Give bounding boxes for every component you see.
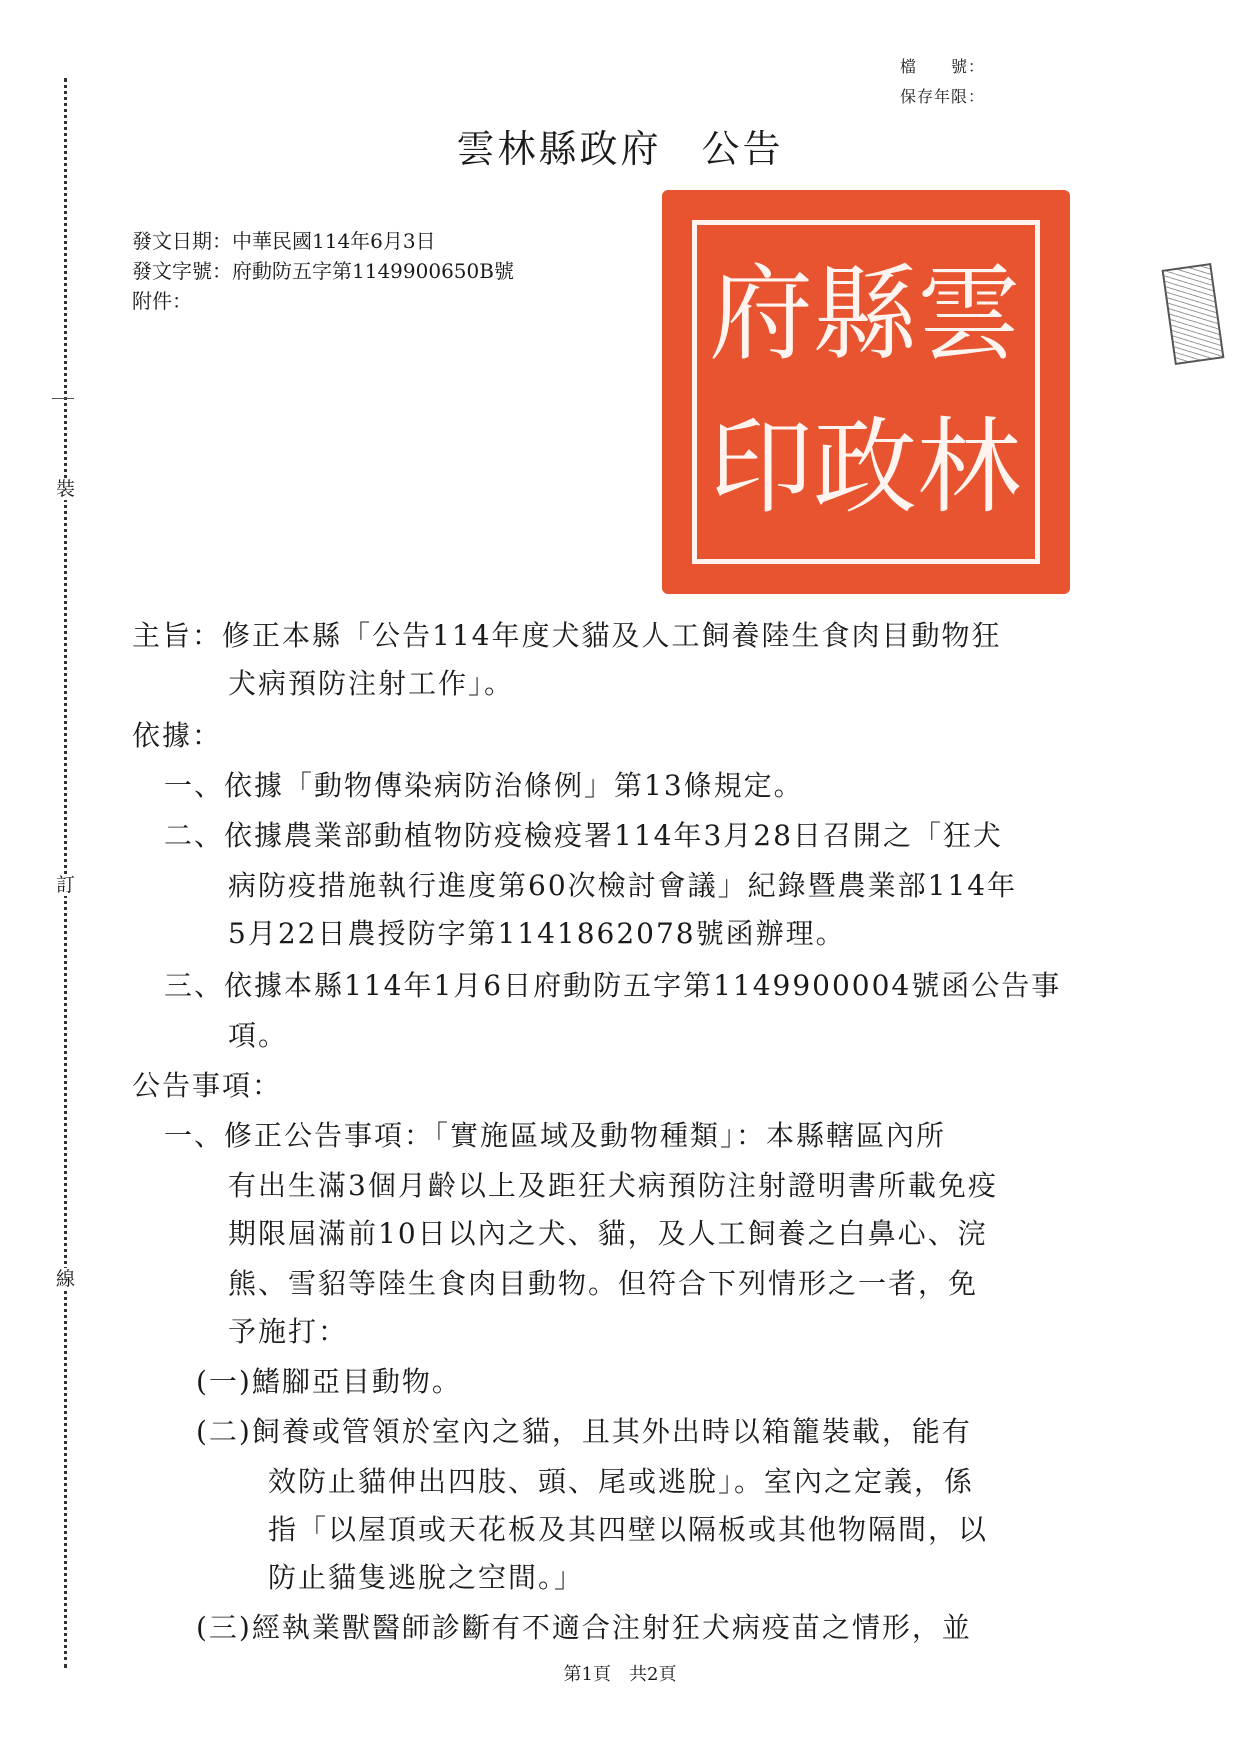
notice-subitem-3 bbox=[196, 1604, 972, 1652]
issue-meta bbox=[132, 226, 514, 316]
official-seal bbox=[662, 190, 1070, 594]
notice-subitem-1 bbox=[196, 1358, 462, 1406]
basis-item-2-line-2: 病防疫措施執行進度第60次檢討會議」紀錄暨農業部114年 bbox=[228, 869, 1018, 902]
subject-text: 修正本縣「公告114年度犬貓及人工飼養陸生食肉目動物狂 bbox=[222, 619, 1002, 652]
binding-char-ding: 訂 bbox=[56, 874, 76, 896]
attachment-label: 附件： bbox=[132, 289, 192, 313]
notice-item-1-line-4: 熊、雪貂等陸生食肉目動物。但符合下列情形之一者，免 bbox=[228, 1267, 979, 1300]
binding-tick bbox=[52, 398, 74, 399]
page-footer bbox=[0, 1660, 1240, 1686]
basis-item-number: 三、 bbox=[164, 969, 225, 1002]
title-organization: 雲林縣政府 bbox=[456, 127, 662, 171]
notice-subitem-2 bbox=[196, 1408, 972, 1456]
page-total: 共2頁 bbox=[629, 1664, 677, 1685]
subitem-number: (二) bbox=[196, 1415, 252, 1448]
file-meta bbox=[900, 52, 985, 112]
subitem-text: 經執業獸醫師診斷有不適合注射狂犬病疫苗之情形，並 bbox=[251, 1611, 972, 1644]
seal-characters bbox=[708, 239, 1021, 545]
subitem-text: 鰭腳亞目動物。 bbox=[251, 1365, 462, 1398]
seal-char: 政 bbox=[812, 406, 917, 528]
basis-label: 依據： bbox=[132, 719, 223, 752]
notice-subitem-2-line-4: 防止貓隻逃脫之空間。」 bbox=[268, 1561, 585, 1594]
page-number: 第1頁 bbox=[563, 1664, 611, 1685]
basis-item-2 bbox=[164, 812, 1003, 860]
title-type: 公告 bbox=[701, 127, 784, 171]
seal-char: 府 bbox=[708, 253, 813, 375]
document-title bbox=[0, 118, 1240, 173]
basis-item-text: 依據農業部動植物防疫檢疫署114年3月28日召開之「狂犬 bbox=[224, 819, 1003, 852]
basis-item-number: 二、 bbox=[164, 819, 225, 852]
basis-item-text: 依據「動物傳染病防治條例」第13條規定。 bbox=[224, 769, 804, 802]
received-stamp-icon bbox=[1162, 263, 1225, 365]
basis-item-number: 一、 bbox=[164, 769, 225, 802]
notice-item-1 bbox=[164, 1112, 946, 1160]
binding-char-xian: 線 bbox=[56, 1268, 76, 1290]
notice-label: 公告事項： bbox=[132, 1069, 283, 1102]
notice-subitem-2-line-3: 指「以屋頂或天花板及其四壁以隔板或其他物隔間，以 bbox=[268, 1513, 989, 1546]
subitem-number: (三) bbox=[196, 1611, 252, 1644]
binding-dotted-line bbox=[64, 78, 67, 1668]
notice-item-1-line-5: 予施打： bbox=[228, 1315, 349, 1348]
subitem-text: 飼養或管領於室內之貓，且其外出時以箱籠裝載，能有 bbox=[251, 1415, 972, 1448]
issue-date: 發文日期：中華民國114年6月3日 bbox=[132, 229, 436, 253]
subitem-number: (一) bbox=[196, 1365, 252, 1398]
seal-char: 縣 bbox=[812, 253, 917, 375]
notice-subitem-2-line-2: 效防止貓伸出四肢、頭、尾或逃脫」。室內之定義，係 bbox=[268, 1465, 975, 1498]
basis-item-2-line-3: 5月22日農授防字第1141862078號函辦理。 bbox=[228, 917, 846, 950]
basis-item-3 bbox=[164, 962, 1061, 1010]
seal-char: 雲 bbox=[916, 253, 1021, 375]
basis-item-3-line-2: 項。 bbox=[228, 1019, 289, 1052]
subject-line-2: 犬病預防注射工作」。 bbox=[228, 667, 515, 700]
subject-label: 主旨： bbox=[132, 619, 223, 652]
binding-char-zhuang: 裝 bbox=[56, 478, 76, 500]
notice-item-1-line-3: 期限屆滿前10日以內之犬、貓，及人工飼養之白鼻心、浣 bbox=[228, 1217, 988, 1250]
notice-item-text: 修正公告事項：「實施區域及動物種類」：本縣轄區內所 bbox=[224, 1119, 947, 1152]
seal-char: 林 bbox=[916, 406, 1021, 528]
subject-line-1 bbox=[132, 612, 1001, 660]
basis-item-text: 依據本縣114年1月6日府動防五字第1149900004號函公告事 bbox=[224, 969, 1062, 1002]
basis-item-1 bbox=[164, 762, 804, 810]
notice-item-number: 一、 bbox=[164, 1119, 225, 1152]
seal-char: 印 bbox=[708, 406, 813, 528]
file-number-label: 檔 號： bbox=[900, 57, 986, 76]
issue-ref-number: 發文字號：府動防五字第1149900650B號 bbox=[132, 259, 514, 283]
seal-border bbox=[692, 220, 1040, 564]
notice-item-1-line-2: 有出生滿3個月齡以上及距狂犬病預防注射證明書所載免疫 bbox=[228, 1169, 998, 1202]
retention-period-label: 保存年限： bbox=[900, 87, 986, 106]
